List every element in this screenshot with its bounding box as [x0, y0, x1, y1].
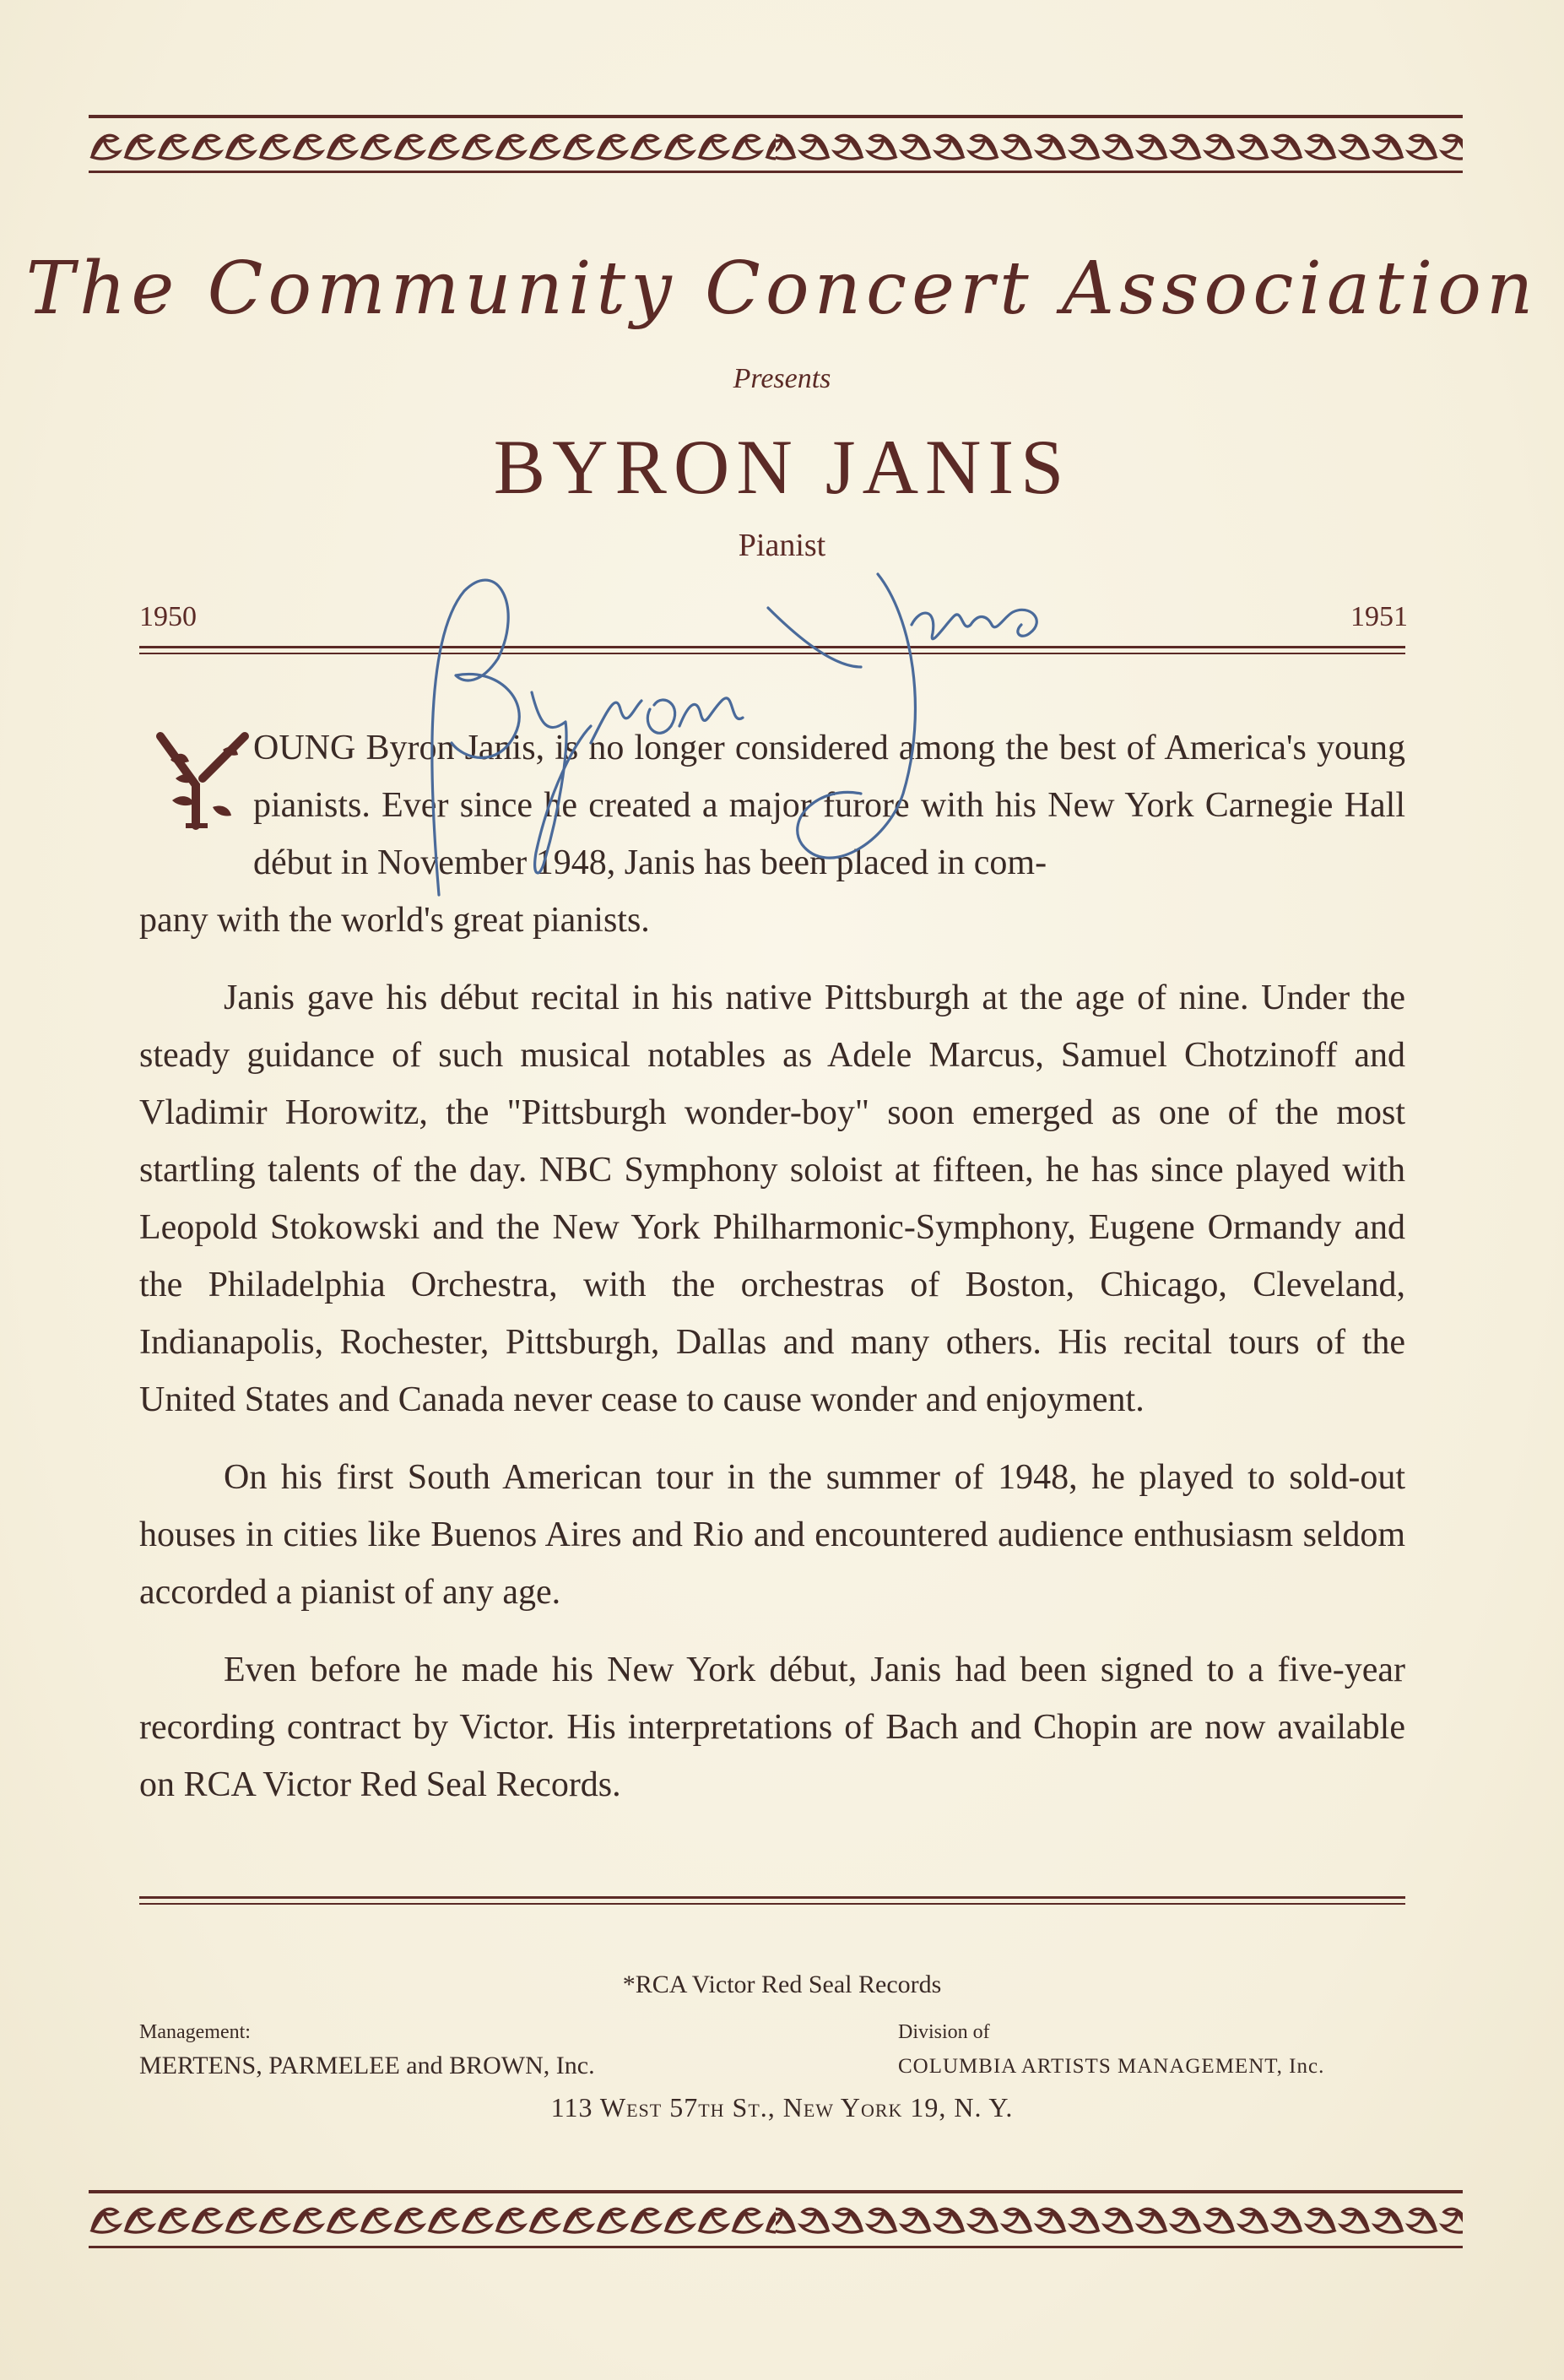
footnote: *RCA Victor Red Seal Records — [622, 1971, 942, 1998]
management-label: Management: — [139, 2021, 251, 2043]
season-year-end: 1951 — [1350, 601, 1408, 632]
division-name: COLUMBIA ARTISTS MANAGEMENT, Inc. — [898, 2055, 1325, 2078]
season-rule-lower — [139, 653, 1405, 654]
top-rule-lower — [89, 171, 1463, 173]
bottom-rule-upper — [89, 2190, 1463, 2193]
bio-body — [139, 969, 1405, 1834]
bio-paragraph-1-head: OUNG Byron Janis, is no longer considered among the best of America's young pianists. Ever since he created a major furore with his New York Carnegie Hall début in November 1948, Janis has been placed in com- — [253, 729, 1405, 882]
bio-paragraph-4: Even before he made his New York début, Janis had been signed to a five-year recording contract by Victor. His interpretations of Bach and Chopin are now available on RCA Victor Red Seal Records. — [139, 1651, 1405, 1804]
ornamental-letter-y-icon — [152, 726, 253, 836]
bottom-laurel-border — [89, 2200, 1463, 2239]
footer-rule-lower — [139, 1903, 1405, 1905]
artist-name: BYRON JANIS — [493, 424, 1071, 510]
season-rule-upper — [139, 646, 1405, 648]
bio-paragraph-1-tail: pany with the world's great pianists. — [139, 901, 650, 940]
bio-paragraph-2: Janis gave his début recital in his native Pittsburgh at the age of nine. Under the steady guidance of such musical notables as Adele Marcus, Samuel Chotzinoff and Vladimir Horowitz, the "Pittsburgh wonder-boy" soon emerged as one of the most startling talents of the day. NBC Symphony soloist at fifteen, he has since played with Leopold Stokowski and the New York Philharmonic-Symphony, Eugene Ormandy and the Philadelphia Orchestra, with the orchestras of Boston, Chicago, Cleveland, Indianapolis, Rochester, Pittsburgh, Dallas and many others. His recital tours of the United States and Canada never cease to cause wonder and enjoyment. — [139, 979, 1405, 1419]
division-label: Division of — [898, 2021, 990, 2043]
address: 113 West 57th St., New York 19, N. Y. — [550, 2092, 1014, 2122]
bio-paragraph-3: On his first South American tour in the summer of 1948, he played to sold-out houses in cities like Buenos Aires and Rio and encountered audience enthusiasm seldom accorded a pianist of any age. — [139, 1458, 1405, 1612]
presents-label: Presents — [733, 363, 831, 394]
organization-title: The Community Concert Association — [25, 247, 1539, 331]
bottom-rule-lower — [89, 2246, 1463, 2248]
management-name: MERTENS, PARMELEE and BROWN, Inc. — [139, 2052, 595, 2079]
top-laurel-border — [89, 127, 1463, 165]
season-year-start: 1950 — [139, 601, 197, 632]
artist-role: Pianist — [738, 528, 826, 563]
footer-rule-upper — [139, 1896, 1405, 1899]
top-rule-upper — [89, 115, 1463, 118]
